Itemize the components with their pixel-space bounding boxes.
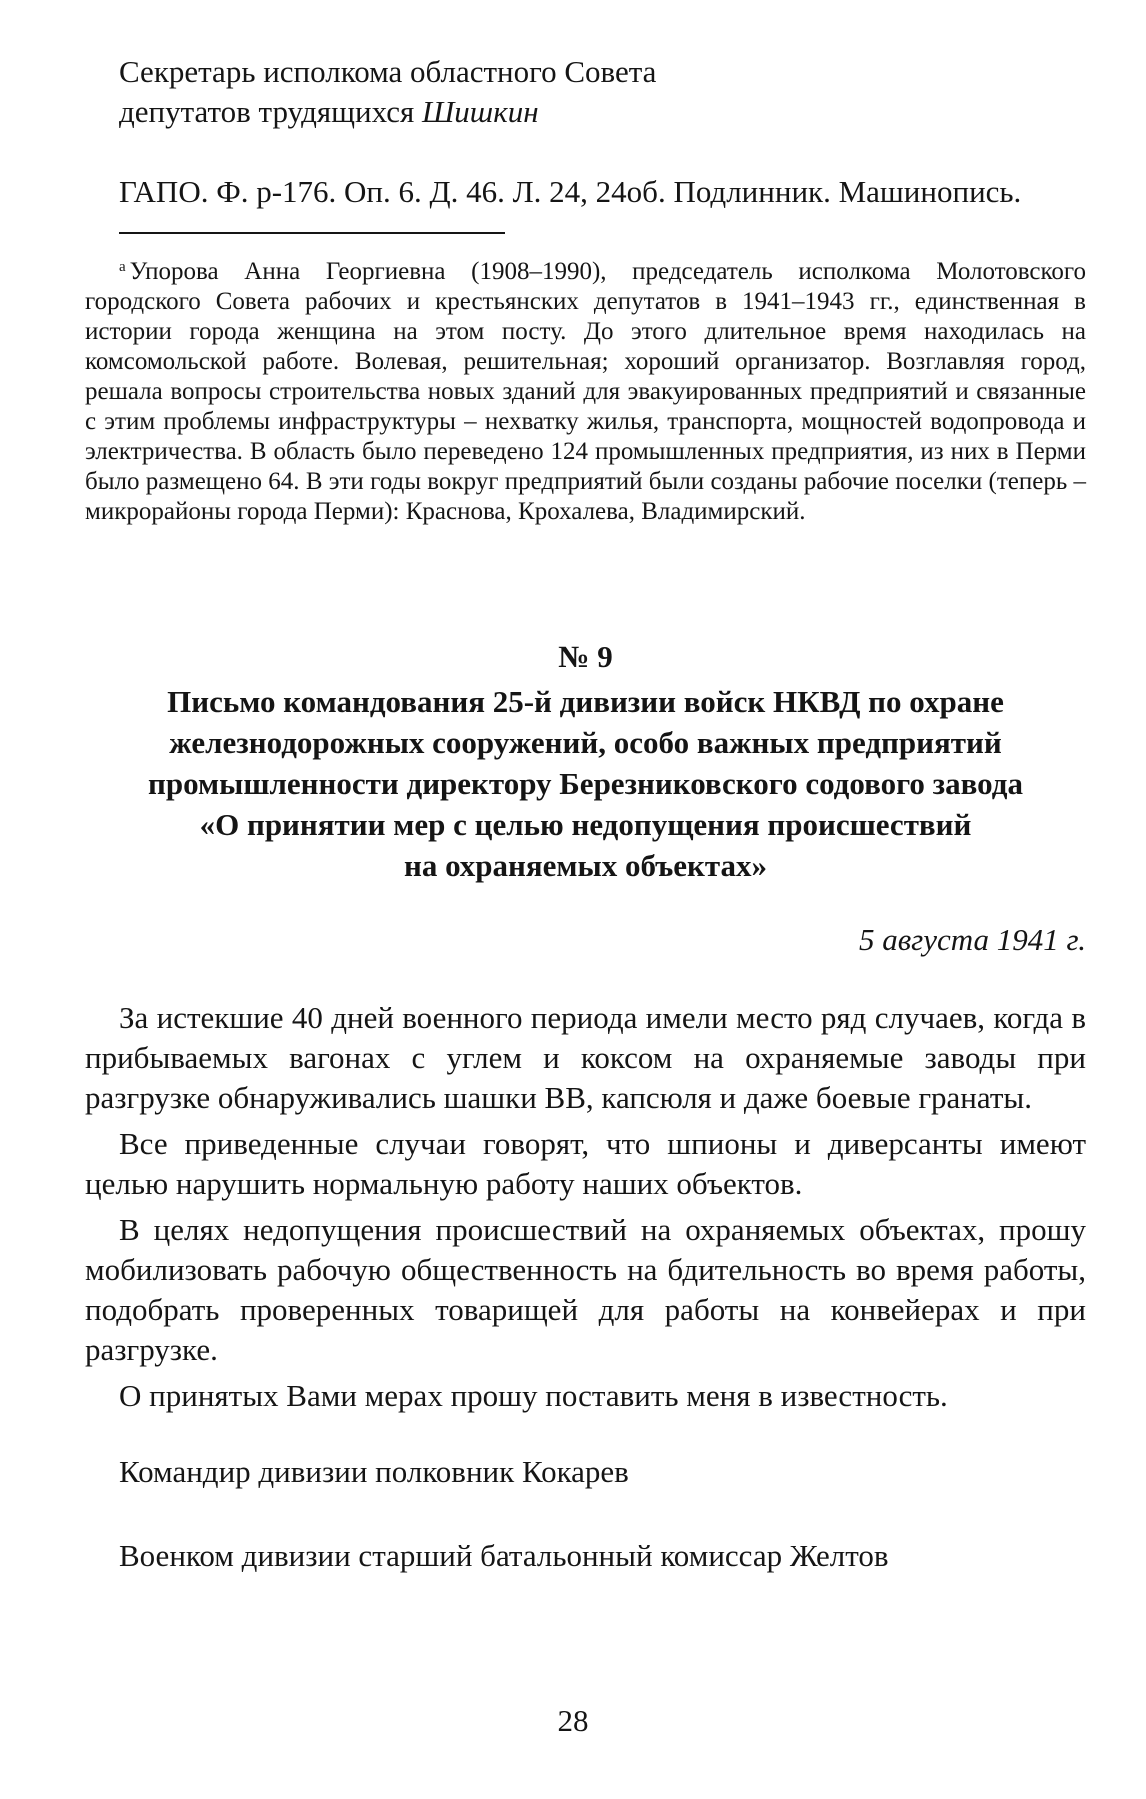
- document-title-line: «О принятии мер с целью недопущения происшествий: [199, 807, 972, 842]
- footnote: [85, 252, 1086, 527]
- document-title: [85, 681, 1086, 886]
- document-title-line: Письмо командования 25-й дивизии войск НКВД по охране: [167, 684, 1004, 719]
- document-number: № 9: [558, 639, 613, 674]
- footnote-text: Упорова Анна Георгиевна (1908–1990), председатель исполкома Молотовского городского Совета рабочих и крестьянских депутатов в 1941–1943 гг., единственная в истории города женщина на этом посту. До этого длительное время находилась на комсомольской работе. Волевая, решительная; хороший организатор. Возглавляя город, решала вопросы строительства новых зданий для эвакуированных предприятий и связанные с этим проблемы инфраструктуры – нехватку жилья, транспорта, мощностей водопровода и электричества. В область было переведено 124 промышленных предприятия, из них в Перми было размещено 64. В эти годы вокруг предприятий были созданы рабочие поселки (теперь – микрорайоны города Перми): Краснова, Крохалева, Владимирский.: [85, 258, 1086, 525]
- footnote-divider: [119, 232, 505, 234]
- document-date: 5 августа 1941 г.: [858, 922, 1086, 957]
- document-title-line: промышленности директору Березниковского содового завода: [148, 766, 1023, 801]
- previous-document-signer: [119, 52, 1086, 132]
- signer-title-line2: [119, 92, 1086, 132]
- signer-title-suffix: депутатов трудящихся: [119, 94, 422, 129]
- signature-commander: Командир дивизии полковник Кокарев: [119, 1454, 629, 1489]
- signature-commissar: Военком дивизии старший батальонный комиссар Желтов: [119, 1538, 889, 1573]
- document-title-line: железнодорожных сооружений, особо важных предприятий: [169, 725, 1002, 760]
- body-paragraph: Все приведенные случаи говорят, что шпионы и диверсанты имеют целью нарушить нормальную работу наших объектов.: [85, 1126, 1086, 1201]
- body-paragraph: О принятых Вами мерах прошу поставить меня в известность.: [119, 1378, 948, 1413]
- document-body: [85, 998, 1086, 1416]
- page-number: 28: [557, 1703, 589, 1738]
- document-title-line: на охраняемых объектах»: [403, 848, 768, 883]
- body-paragraph: В целях недопущения происшествий на охраняемых объектах, прошу мобилизовать рабочую общественность на бдительность во время работы, подобрать проверенных товарищей для работы на конвейерах и при разгрузке.: [85, 1212, 1086, 1367]
- archive-reference: ГАПО. Ф. р-176. Оп. 6. Д. 46. Л. 24, 24об. Подлинник. Машинопись.: [119, 174, 1022, 209]
- signer-title: Секретарь исполкома областного Совета: [119, 54, 657, 89]
- signer-name: Шишкин: [421, 94, 539, 129]
- body-paragraph: За истекшие 40 дней военного периода имели место ряд случаев, когда в прибываемых вагонах с углем и коксом на охраняемые заводы при разгрузке обнаруживались шашки ВВ, капсюля и даже боевые гранаты.: [85, 1000, 1086, 1115]
- footnote-mark: а: [119, 259, 126, 275]
